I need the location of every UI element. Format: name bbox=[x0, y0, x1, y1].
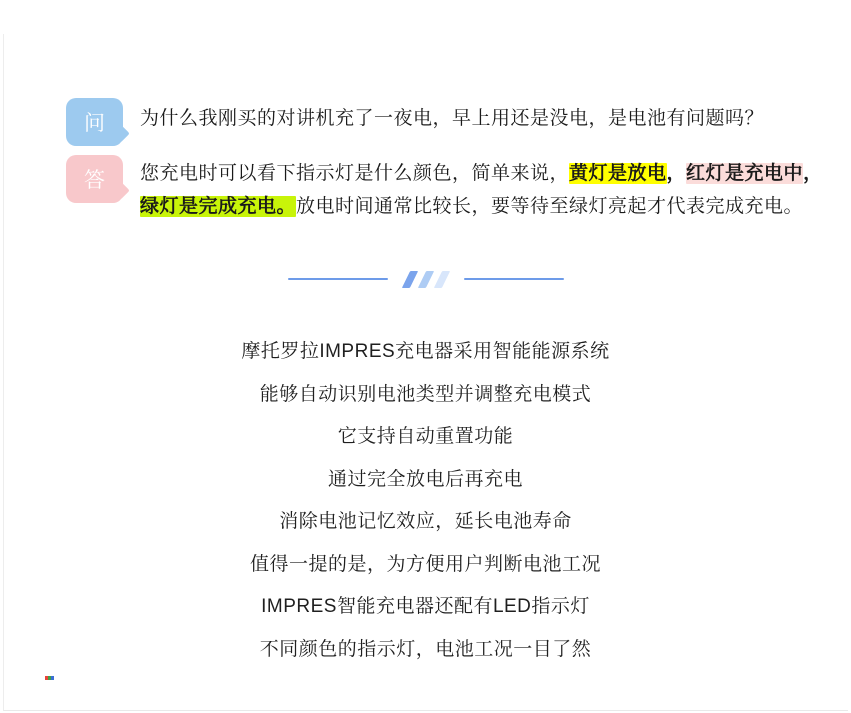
answer-segment: ， bbox=[803, 163, 823, 184]
body-line: 能够自动识别电池类型并调整充电模式 bbox=[259, 383, 592, 405]
body-line: 它支持自动重置功能 bbox=[337, 426, 514, 447]
question-badge bbox=[66, 98, 123, 146]
body-line: 消除电池记忆效应，延长电池寿命 bbox=[279, 511, 572, 532]
answer-badge bbox=[66, 155, 123, 203]
answer-segment: 黄灯是放电 bbox=[569, 163, 667, 184]
question-text: 为什么我刚买的对讲机充了一夜电，早上用还是没电，是电池有问题吗？ bbox=[140, 108, 765, 129]
tiny-color-mark bbox=[45, 676, 54, 680]
section-divider bbox=[0, 269, 851, 289]
slash-2 bbox=[417, 271, 433, 288]
answer-text bbox=[140, 157, 842, 223]
answer-segment: 您充电时可以看下指示灯是什么颜色，简单来说， bbox=[140, 163, 570, 184]
body-line: 摩托罗拉IMPRES充电器采用智能能源系统 bbox=[241, 341, 610, 362]
divider-line-left bbox=[288, 278, 388, 280]
article-body bbox=[0, 331, 851, 671]
answer-segment: 红灯是充电中 bbox=[686, 163, 804, 184]
divider-line-right bbox=[464, 278, 564, 280]
body-line: IMPRES智能充电器还配有LED指示灯 bbox=[261, 596, 590, 617]
answer-segment: 绿灯是完成充电。 bbox=[140, 196, 297, 217]
slash-1 bbox=[401, 271, 417, 288]
body-line: 值得一提的是，为方便用户判断电池工况 bbox=[249, 553, 601, 575]
body-line: 不同颜色的指示灯，电池工况一目了然 bbox=[259, 638, 592, 660]
answer-segment: ， bbox=[666, 163, 687, 184]
answer-badge-label: 答 bbox=[84, 169, 105, 192]
question-badge-label: 问 bbox=[84, 112, 105, 135]
divider-slashes-icon bbox=[401, 271, 449, 288]
answer-segment: 放电时间通常比较长，要等待至绿灯亮起才代表完成充电。 bbox=[296, 196, 804, 217]
slash-3 bbox=[433, 271, 449, 288]
body-line: 通过完全放电后再充电 bbox=[327, 468, 523, 490]
